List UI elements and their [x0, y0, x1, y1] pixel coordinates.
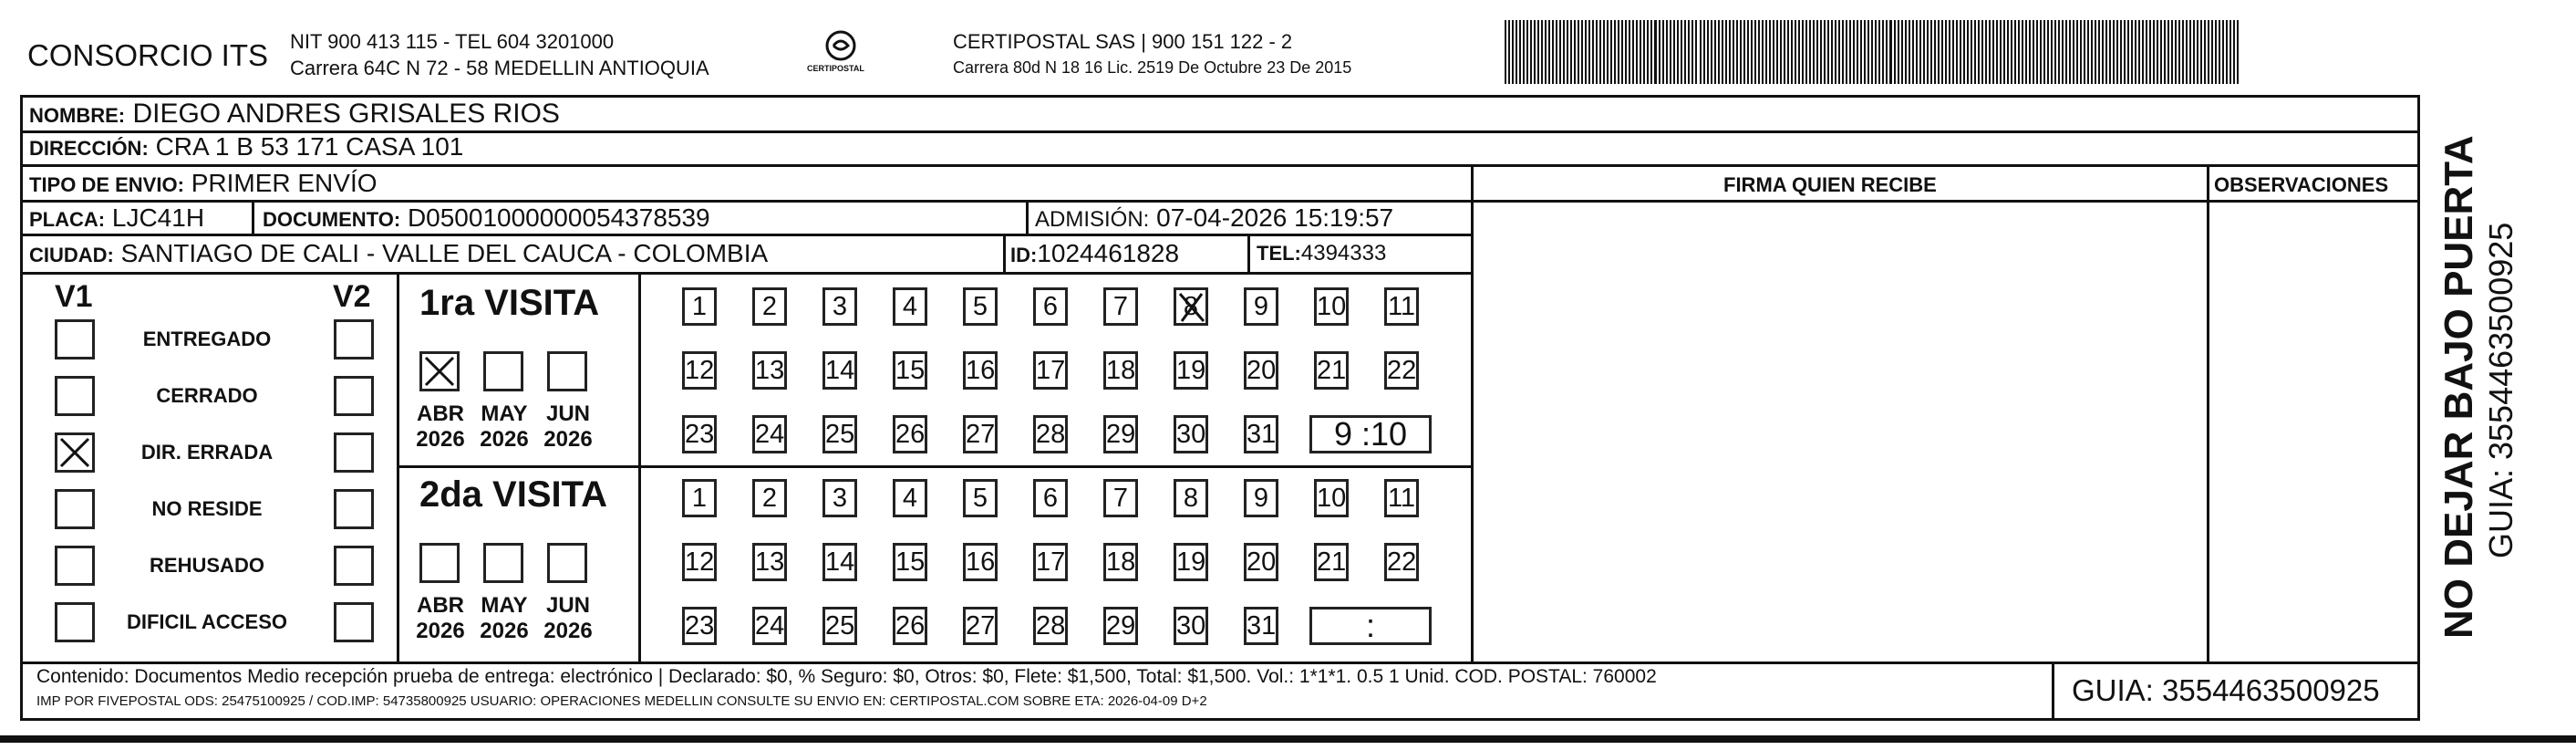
tel-row — [1257, 241, 1386, 266]
visit1-day-box[interactable]: 27 — [963, 415, 998, 453]
nombre-label: NOMBRE: — [29, 104, 126, 127]
v1-checkbox[interactable] — [55, 376, 95, 416]
id-label: ID: — [1010, 244, 1038, 266]
visit2-day-box[interactable]: 14 — [822, 543, 857, 581]
v1-label: V1 — [55, 279, 93, 314]
visit2-day-box[interactable]: 15 — [893, 543, 927, 581]
bottom-border — [0, 735, 2576, 743]
visit2-day-box[interactable]: 29 — [1103, 607, 1138, 645]
visit1-month-label: ABR — [417, 401, 464, 426]
visit2-day-box[interactable]: 19 — [1174, 543, 1208, 581]
footer-guia: GUIA: 3554463500925 — [2072, 673, 2380, 707]
documento-value: D05001000000054378539 — [407, 203, 710, 232]
visit1-day-box[interactable]: 4 — [893, 287, 927, 326]
v2-checkbox[interactable] — [334, 376, 374, 416]
visit1-day-box[interactable]: 14 — [822, 351, 857, 390]
visit2-day-box[interactable]: 7 — [1103, 479, 1138, 517]
visit1-day-box[interactable]: 24 — [752, 415, 787, 453]
visit2-day-box[interactable]: 16 — [963, 543, 998, 581]
placa-label: PLACA: — [29, 208, 106, 231]
visit1-day-box[interactable]: 21 — [1314, 351, 1349, 390]
main-frame — [20, 95, 2420, 721]
visit2-year-label: 2026 — [480, 619, 529, 643]
v1-checkbox[interactable] — [55, 432, 95, 473]
visit1-day-box[interactable]: 2 — [752, 287, 787, 326]
observaciones-header: OBSERVACIONES — [2214, 173, 2389, 196]
visit2-day-box[interactable]: 11 — [1384, 479, 1419, 517]
visit1-day-box[interactable]: 3 — [822, 287, 857, 326]
visit1-day-box[interactable]: 31 — [1244, 415, 1278, 453]
direccion-row — [29, 132, 463, 161]
visit2-month-checkbox[interactable] — [483, 543, 523, 583]
visit1-day-box[interactable]: 30 — [1174, 415, 1208, 453]
visit2-month-label: MAY — [481, 593, 528, 618]
visit1-day-box[interactable]: 10 — [1314, 287, 1349, 326]
visit2-year-label: 2026 — [416, 619, 465, 643]
visit1-year-label: 2026 — [416, 427, 465, 452]
visit2-title: 2da VISITA — [419, 474, 607, 515]
visit2-year-label: 2026 — [543, 619, 593, 643]
v2-checkbox[interactable] — [334, 489, 374, 529]
side-guia: GUIA: 3554463500925 — [2482, 222, 2519, 558]
tipo-row — [29, 169, 378, 198]
documento-row — [263, 203, 710, 233]
certipostal-logo — [813, 27, 868, 82]
tipo-value: PRIMER ENVÍO — [191, 169, 378, 197]
side-warning: NO DEJAR BAJO PUERTA — [2436, 135, 2481, 639]
visit1-day-box[interactable]: 5 — [963, 287, 998, 326]
footer-imp: IMP POR FIVEPOSTAL ODS: 25475100925 / COD.IMP: 54735800925 USUARIO: OPERACIONES MEDELLIN CONSULTE SU ENVIO EN: CERTIPOSTAL.COM SOBRE ETA: 2026-04-09 D+2 — [36, 693, 1207, 709]
visit2-day-box[interactable]: 18 — [1103, 543, 1138, 581]
visit1-day-box[interactable]: 9 — [1244, 287, 1278, 326]
visit1-year-label: 2026 — [480, 427, 529, 452]
visit1-month-label: JUN — [545, 401, 590, 426]
footer-contenido: Contenido: Documentos Medio recepción prueba de entrega: electrónico | Declarado: $0, % Seguro: $0, Otros: $0, Flete: $1,500, Total: $1,500. Vol.: 1*1*1. 0.5 1 Unid. COD. POSTAL: 760002 — [36, 666, 1657, 687]
direccion-value: CRA 1 B 53 171 CASA 101 — [155, 132, 464, 161]
visit2-day-box[interactable]: 27 — [963, 607, 998, 645]
admision-label: ADMISIÓN: — [1035, 207, 1150, 232]
id-value: 1024461828 — [1037, 239, 1180, 267]
company-address: Carrera 64C N 72 - 58 MEDELLIN ANTIOQUIA — [290, 57, 709, 79]
visit2-month-label: ABR — [417, 593, 464, 618]
visit2-day-box[interactable]: 31 — [1244, 607, 1278, 645]
visit1-day-box[interactable]: 8 — [1174, 287, 1208, 326]
v2-checkbox[interactable] — [334, 319, 374, 359]
visit1-day-box[interactable]: 29 — [1103, 415, 1138, 453]
visit2-month-checkbox[interactable] — [419, 543, 460, 583]
v2-checkbox[interactable] — [334, 432, 374, 473]
visit2-time-box[interactable]: : — [1309, 607, 1432, 645]
company-nit: NIT 900 413 115 - TEL 604 3201000 — [290, 30, 615, 53]
visit1-day-box[interactable]: 13 — [752, 351, 787, 390]
visit1-year-label: 2026 — [543, 427, 593, 452]
visit2-day-box[interactable]: 30 — [1174, 607, 1208, 645]
v1-checkbox[interactable] — [55, 546, 95, 586]
status-label: DIR. ERRADA — [140, 441, 274, 464]
visit2-day-box[interactable]: 1 — [682, 479, 717, 517]
visit2-day-box[interactable]: 20 — [1244, 543, 1278, 581]
visit1-day-box[interactable]: 26 — [893, 415, 927, 453]
tel-label: TEL: — [1257, 242, 1301, 265]
placa-row — [29, 203, 204, 233]
visit2-day-box[interactable]: 22 — [1384, 543, 1419, 581]
visit2-day-box[interactable]: 24 — [752, 607, 787, 645]
visit2-day-box[interactable]: 26 — [893, 607, 927, 645]
visit2-day-box[interactable]: 3 — [822, 479, 857, 517]
v2-label: V2 — [333, 279, 371, 314]
visit1-time-box[interactable]: 9 :10 — [1309, 415, 1432, 453]
tipo-label: TIPO DE ENVIO: — [29, 173, 184, 196]
visit1-day-box[interactable]: 7 — [1103, 287, 1138, 326]
admision-row — [1035, 203, 1393, 233]
visit2-day-box[interactable]: 13 — [752, 543, 787, 581]
certipostal-line: CERTIPOSTAL SAS | 900 151 122 - 2 — [953, 30, 1293, 53]
tel-value: 4394333 — [1300, 241, 1387, 266]
visit1-day-box[interactable]: 6 — [1033, 287, 1068, 326]
company-name: CONSORCIO ITS — [27, 38, 269, 72]
ciudad-label: CIUDAD: — [29, 244, 114, 266]
ciudad-row — [29, 239, 768, 268]
visit1-month-checkbox[interactable] — [419, 351, 460, 391]
visit2-day-box[interactable]: 28 — [1033, 607, 1068, 645]
visit1-day-box[interactable]: 15 — [893, 351, 927, 390]
visit1-day-box[interactable]: 11 — [1384, 287, 1419, 326]
placa-value: LJC41H — [111, 203, 205, 232]
v2-checkbox[interactable] — [334, 602, 374, 642]
direccion-label: DIRECCIÓN: — [29, 137, 149, 160]
visit2-day-box[interactable]: 10 — [1314, 479, 1349, 517]
visit2-day-box[interactable]: 21 — [1314, 543, 1349, 581]
nombre-value: DIEGO ANDRES GRISALES RIOS — [132, 99, 560, 129]
firma-header: FIRMA QUIEN RECIBE — [1723, 173, 1937, 196]
visit2-day-box[interactable]: 6 — [1033, 479, 1068, 517]
visit1-day-box[interactable]: 22 — [1384, 351, 1419, 390]
visit2-month-label: JUN — [545, 593, 590, 618]
visit2-day-box[interactable]: 5 — [963, 479, 998, 517]
visit1-title: 1ra VISITA — [419, 283, 600, 323]
visit1-day-box[interactable]: 18 — [1103, 351, 1138, 390]
visit2-day-box[interactable]: 17 — [1033, 543, 1068, 581]
status-label: ENTREGADO — [142, 328, 272, 350]
visit1-day-box[interactable]: 23 — [682, 415, 717, 453]
visit2-day-box[interactable]: 9 — [1244, 479, 1278, 517]
visit1-day-box[interactable]: 25 — [822, 415, 857, 453]
id-row — [1010, 239, 1179, 268]
ciudad-value: SANTIAGO DE CALI - VALLE DEL CAUCA - COLOMBIA — [120, 239, 769, 267]
visit2-day-box[interactable]: 25 — [822, 607, 857, 645]
documento-label: DOCUMENTO: — [263, 208, 401, 231]
v1-checkbox[interactable] — [55, 319, 95, 359]
v1-checkbox[interactable] — [55, 489, 95, 529]
visit1-day-box[interactable]: 12 — [682, 351, 717, 390]
status-label: DIFICIL ACCESO — [126, 610, 287, 633]
visit1-month-checkbox[interactable] — [547, 351, 587, 391]
nombre-row — [29, 99, 560, 130]
visit1-day-box[interactable]: 17 — [1033, 351, 1068, 390]
visit1-month-label: MAY — [481, 401, 528, 426]
status-label: NO RESIDE — [151, 497, 263, 520]
visit1-day-box[interactable]: 20 — [1244, 351, 1278, 390]
visit2-day-box[interactable]: 12 — [682, 543, 717, 581]
status-label: REHUSADO — [150, 554, 264, 577]
status-label: CERRADO — [156, 384, 258, 407]
visit2-day-box[interactable]: 23 — [682, 607, 717, 645]
visit2-day-box[interactable]: 8 — [1174, 479, 1208, 517]
visit1-day-box[interactable]: 28 — [1033, 415, 1068, 453]
admision-value: 07-04-2026 15:19:57 — [1156, 203, 1394, 232]
v1-checkbox[interactable] — [55, 602, 95, 642]
v2-checkbox[interactable] — [334, 546, 374, 586]
visit2-day-box[interactable]: 4 — [893, 479, 927, 517]
visit2-month-checkbox[interactable] — [547, 543, 587, 583]
barcode — [1505, 20, 2243, 84]
certipostal-address: Carrera 80d N 18 16 Lic. 2519 De Octubre 23 De 2015 — [953, 58, 1352, 77]
visit1-month-checkbox[interactable] — [483, 351, 523, 391]
logo-text: CERTIPOSTAL — [807, 64, 864, 73]
visit2-day-box[interactable]: 2 — [752, 479, 787, 517]
visit1-day-box[interactable]: 1 — [682, 287, 717, 326]
visit1-day-box[interactable]: 16 — [963, 351, 998, 390]
visit1-day-box[interactable]: 19 — [1174, 351, 1208, 390]
